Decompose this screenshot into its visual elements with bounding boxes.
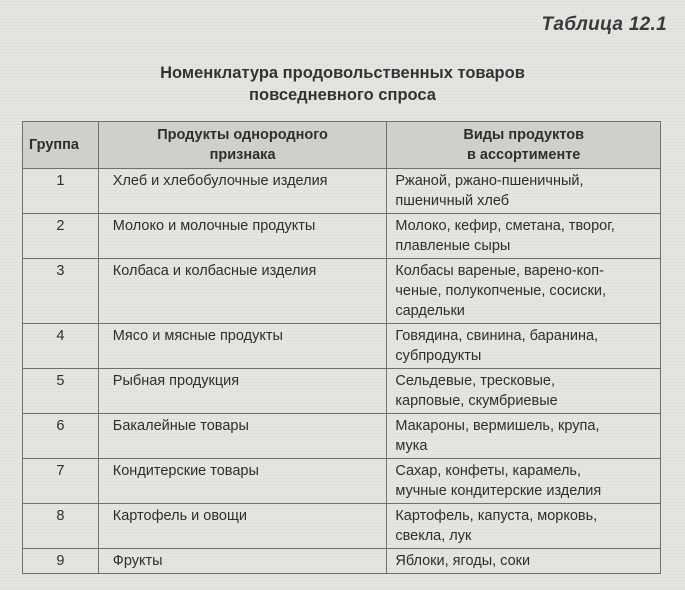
header-products-line-2: признака <box>209 147 276 163</box>
header-group-label: Группа <box>29 137 79 153</box>
row-group-number: 4 <box>23 324 99 369</box>
table-row <box>23 549 661 574</box>
nomenclature-table <box>22 121 661 574</box>
row-product-name: Бакалейные товары <box>98 414 387 459</box>
product-kinds-line: карповые, скумбриевые <box>395 393 558 409</box>
row-product-kinds <box>387 369 661 414</box>
row-group-number: 2 <box>23 214 99 259</box>
header-kinds-line-2: в ассортименте <box>466 147 581 163</box>
product-kinds-line: плавленые сыры <box>395 238 511 254</box>
table-title-line-2: повседневного спроса <box>249 86 436 104</box>
row-product-kinds <box>387 324 661 369</box>
row-product-kinds <box>387 414 661 459</box>
product-kinds-line: мучные кондитерские изделия <box>395 483 602 499</box>
product-kinds-line: субпродукты <box>395 348 482 364</box>
row-product-kinds <box>387 504 661 549</box>
row-product-kinds <box>387 459 661 504</box>
row-product-name: Картофель и овощи <box>98 504 387 549</box>
row-product-kinds <box>387 169 661 214</box>
product-kinds-line: Говядина, свинина, баранина, <box>395 328 599 344</box>
table-row <box>23 369 661 414</box>
product-kinds-line: сардельки <box>395 303 465 319</box>
row-product-name: Рыбная продукция <box>98 369 387 414</box>
product-kinds-line: Сахар, конфеты, карамель, <box>395 463 581 479</box>
header-row <box>23 122 661 169</box>
row-product-kinds <box>387 214 661 259</box>
row-group-number: 9 <box>23 549 99 574</box>
table-row <box>23 414 661 459</box>
product-kinds-line: пшеничный хлеб <box>395 193 510 209</box>
table-row <box>23 214 661 259</box>
row-group-number: 6 <box>23 414 99 459</box>
row-product-kinds <box>387 549 661 574</box>
product-kinds-line: Макароны, вермишель, крупа, <box>395 418 600 434</box>
product-kinds-line: Молоко, кефир, сметана, творог, <box>395 218 615 234</box>
table-row <box>23 504 661 549</box>
header-kinds <box>387 122 661 169</box>
table-body <box>23 169 661 574</box>
header-group <box>23 122 99 169</box>
table-row <box>23 169 661 214</box>
header-products <box>98 122 387 169</box>
product-kinds-line: Ржаной, ржано-пшеничный, <box>395 173 584 189</box>
row-group-number: 7 <box>23 459 99 504</box>
table-title <box>0 62 685 106</box>
product-kinds-line: мука <box>395 438 428 454</box>
row-product-name: Колбаса и колбасные изделия <box>98 259 387 324</box>
product-kinds-line: свекла, лук <box>395 528 472 544</box>
table-row <box>23 259 661 324</box>
table-title-line-1: Номенклатура продовольственных товаров <box>160 64 525 82</box>
row-group-number: 8 <box>23 504 99 549</box>
product-kinds-line: ченые, полукопченые, сосиски, <box>395 283 606 299</box>
product-kinds-line: Картофель, капуста, морковь, <box>395 508 598 524</box>
row-group-number: 1 <box>23 169 99 214</box>
table-header <box>23 122 661 169</box>
header-kinds-line-1: Виды продуктов <box>463 127 585 143</box>
row-product-kinds <box>387 259 661 324</box>
row-product-name: Кондитерские товары <box>98 459 387 504</box>
row-product-name: Фрукты <box>98 549 387 574</box>
row-product-name: Молоко и молочные продукты <box>98 214 387 259</box>
table-number-label: Таблица 12.1 <box>541 14 667 35</box>
product-kinds-line: Колбасы вареные, варено-коп- <box>395 263 604 279</box>
table-row <box>23 324 661 369</box>
product-kinds-line: Яблоки, ягоды, соки <box>395 553 531 569</box>
row-product-name: Мясо и мясные продукты <box>98 324 387 369</box>
row-group-number: 3 <box>23 259 99 324</box>
table-row <box>23 459 661 504</box>
header-products-line-1: Продукты однородного <box>157 127 328 143</box>
product-kinds-line: Сельдевые, тресковые, <box>395 373 556 389</box>
row-group-number: 5 <box>23 369 99 414</box>
row-product-name: Хлеб и хлебобулочные изделия <box>98 169 387 214</box>
